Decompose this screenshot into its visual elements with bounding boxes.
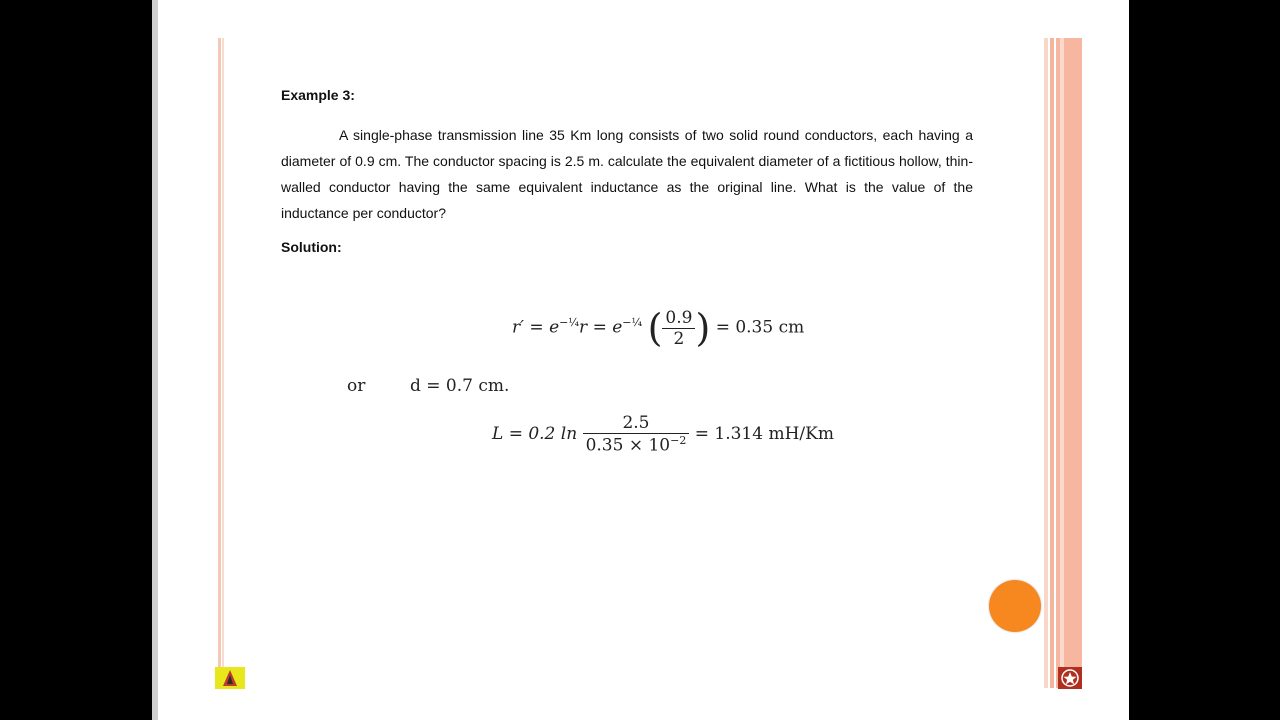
left-accent-stripe-inner	[222, 38, 224, 688]
eq1-lhs: r′	[512, 317, 524, 338]
equation-diameter: d = 0.7 cm.	[410, 376, 510, 396]
page-edge	[152, 0, 158, 720]
solution-title: Solution:	[281, 239, 342, 255]
eq3-lhs: L = 0.2 ln	[492, 423, 578, 444]
or-label: or	[347, 376, 366, 396]
eq1-frac-num: 0.9	[665, 307, 693, 328]
eq1-fraction	[662, 308, 695, 349]
example-title: Example 3:	[281, 87, 355, 103]
right-accent-stripe	[1044, 38, 1048, 688]
equation-radius	[512, 306, 804, 350]
eq1-base: e	[549, 317, 560, 338]
right-paren: )	[695, 306, 711, 350]
eq3-den-exp: −2	[670, 434, 687, 447]
problem-text: A single-phase transmission line 35 Km long consists of two solid round conductors, each having a diameter of 0.9 cm. The conductor spacing is 2.5 m. calculate the equivalent diameter of a fictitious hollow, thin-walled conductor having the same equivalent inductance as the original line. What is the value of the inductance per conductor?	[281, 127, 973, 221]
eq1-var: r	[579, 317, 588, 338]
eq3-den-base: 0.35 × 10	[585, 435, 671, 456]
eq1-eq2: =	[592, 317, 607, 338]
right-accent-stripe	[1050, 38, 1054, 688]
slide-page	[152, 0, 1129, 720]
eq3-result: = 1.314 mH/Km	[694, 423, 834, 444]
eq1-frac-den: 2	[662, 328, 695, 349]
star-badge-icon	[1058, 667, 1082, 689]
tesla-logo-icon	[215, 667, 245, 689]
eq3-frac-den	[583, 433, 690, 456]
left-accent-stripe	[218, 38, 221, 688]
eq1-result: = 0.35 cm	[715, 317, 805, 338]
eq1-base2: e	[612, 317, 623, 338]
left-paren: (	[647, 306, 663, 350]
eq3-fraction	[583, 413, 690, 456]
orange-pointer-dot	[989, 580, 1041, 632]
eq1-exponent: −¼	[559, 315, 580, 329]
equation-inductance	[492, 413, 834, 456]
right-accent-stripe	[1060, 38, 1064, 688]
eq3-frac-num: 2.5	[622, 413, 650, 433]
eq1-eq: =	[529, 317, 544, 338]
eq1-exponent2: −¼	[622, 315, 643, 329]
